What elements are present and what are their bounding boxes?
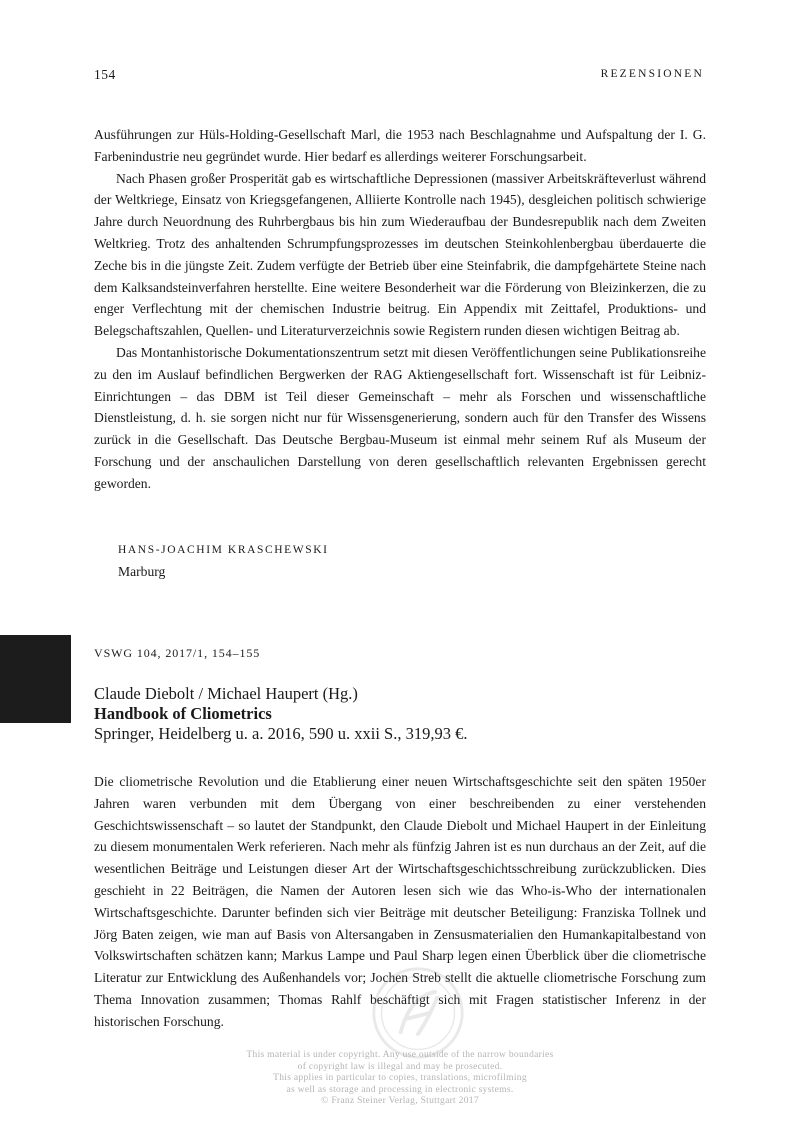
paragraph: Das Montanhistorische Dokumentationszentrum setzt mit diesen Veröffentlichungen seine Publikationsreihe zu den im Auslauf befindlichen Bergwerken der RAG Aktiengesellschaft fort. Wissenschaft ist für Leibniz-Einrichtungen – das DBM ist Teil dieser Gemeinschaft – mehr als Forschen und wissenschaftliche Dienstleistung, d. h. sie sorgen nicht nur für Wissensgenerierung, sondern auch für den Transfer des Wissens zurück in die Gesellschaft. Das Deutsche Bergbau-Museum ist einmal mehr seinem Ruf als Museum der Forschung und der anschaulichen Darstellung von deren gesellschaftlich relevanten Ergebnissen gerecht geworden. [94,344,706,491]
watermark-line: of copyright law is illegal and may be prosecuted. [297,1061,503,1072]
watermark-line: This material is under copyright. Any use outside of the narrow boundaries [246,1050,554,1060]
publisher-seal-watermark [370,965,466,1061]
page-number: 154 [94,67,116,82]
running-head: REZENSIONEN [600,68,704,80]
section-marker-tab [0,635,71,723]
paragraph: Nach Phasen großer Prosperität gab es wirtschaftliche Depressionen (massiver Arbeitskräfteverlust während der Weltkriege, Einsatz von Kriegsgefangenen, Alliierte Kontrolle nach 1945), desgleichen politisch schwierige Jahre durch Neuordnung des Ruhrbergbaus bis hin zum Wiederaufbau der Bundesrepublik nach dem Zweiten Weltkrieg. Trotz des anhaltenden Schrumpfungsprozesses im deutschen Steinkohlenbergbau überdauerte die Zeche bis in die jüngste Zeit. Zudem verfügte der Betrieb über eine Steinfabrik, die dampfgehärtete Steine nach dem Kalksandsteinverfahren herstellte. Eine weitere Besonderheit war die Förderung von Bleizinkerzen, die zu enger Verflechtung mit der chemischen Industrie beitrug. Ein Appendix mit Zeittafel, Produktions- und Belegschaftszahlen, Quellen- und Literaturverzeichnis sowie Registern runden diesen wichtigen Beitrag ab. [94,170,706,339]
paragraph: Ausführungen zur Hüls-Holding-Gesellschaft Marl, die 1953 nach Beschlagnahme und Aufspaltung der I. G. Farbenindustrie neu gegründet wurde. Hier bedarf es allerdings weiterer Forschungsarbeit. [94,127,706,164]
watermark-line: © Franz Steiner Verlag, Stuttgart 2017 [321,1096,479,1106]
reviewer-signature [118,539,329,583]
reviewer-place: Marburg [118,564,166,579]
watermark-line: as well as storage and processing in electronic systems. [286,1084,514,1095]
journal-citation: VSWG 104, 2017/1, 154–155 [94,646,261,660]
watermark-line: This applies in particular to copies, translations, microfilming [273,1073,527,1083]
book-title: Handbook of Cliometrics [94,704,272,723]
book-authors: Claude Diebolt / Michael Haupert (Hg.) [94,684,358,703]
book-publication: Springer, Heidelberg u. a. 2016, 590 u. xxii S., 319,93 €. [94,724,468,743]
book-header [94,684,467,744]
copyright-watermark [0,1050,800,1108]
paragraph: Die cliometrische Revolution und die Etablierung einer neuen Wirtschaftsgeschichte seit den späten 1950er Jahren waren verbunden mit dem Übergang von einer beschreibenden zu einer verstehenden Geschichtswissenschaft – so lautet der Standpunkt, den Claude Diebolt und Michael Haupert in der Einleitung zu diesem monumentalen Werk referieren. Nach mehr als fünfzig Jahren ist es nun durchaus an der Zeit, auf die wesentlichen Beiträge und Leistungen dieser Art der Wirtschaftsgeschichtsschreibung zurückzublicken. Dies geschieht in 22 Beiträgen, die Namen der Autoren lesen sich wie das Who-is-Who der internationalen Wirtschaftsgeschichte. Darunter befinden sich vier Beiträge mit deutscher Beteiligung: Franziska Tollnek und Jörg Baten zeigen, wie man auf Basis von Altersangaben in Zensusmaterialien den Humankapitalbestand von Volkswirtschaften schätzen kann; Markus Lampe und Paul Sharp legen einen Überblick über die cliometrische Literatur zur Entwicklung des Außenhandels vor; Jochen Streb stellt die aktuelle cliometrische Forschung zum Thema Innovation zusammen; Thomas Rahlf beschäftigt sich mit Fragen statistischer Inferenz in der historischen Forschung. [94,774,706,1029]
review-body-previous [94,124,706,495]
reviewer-name: HANS-JOACHIM KRASCHEWSKI [118,544,329,556]
